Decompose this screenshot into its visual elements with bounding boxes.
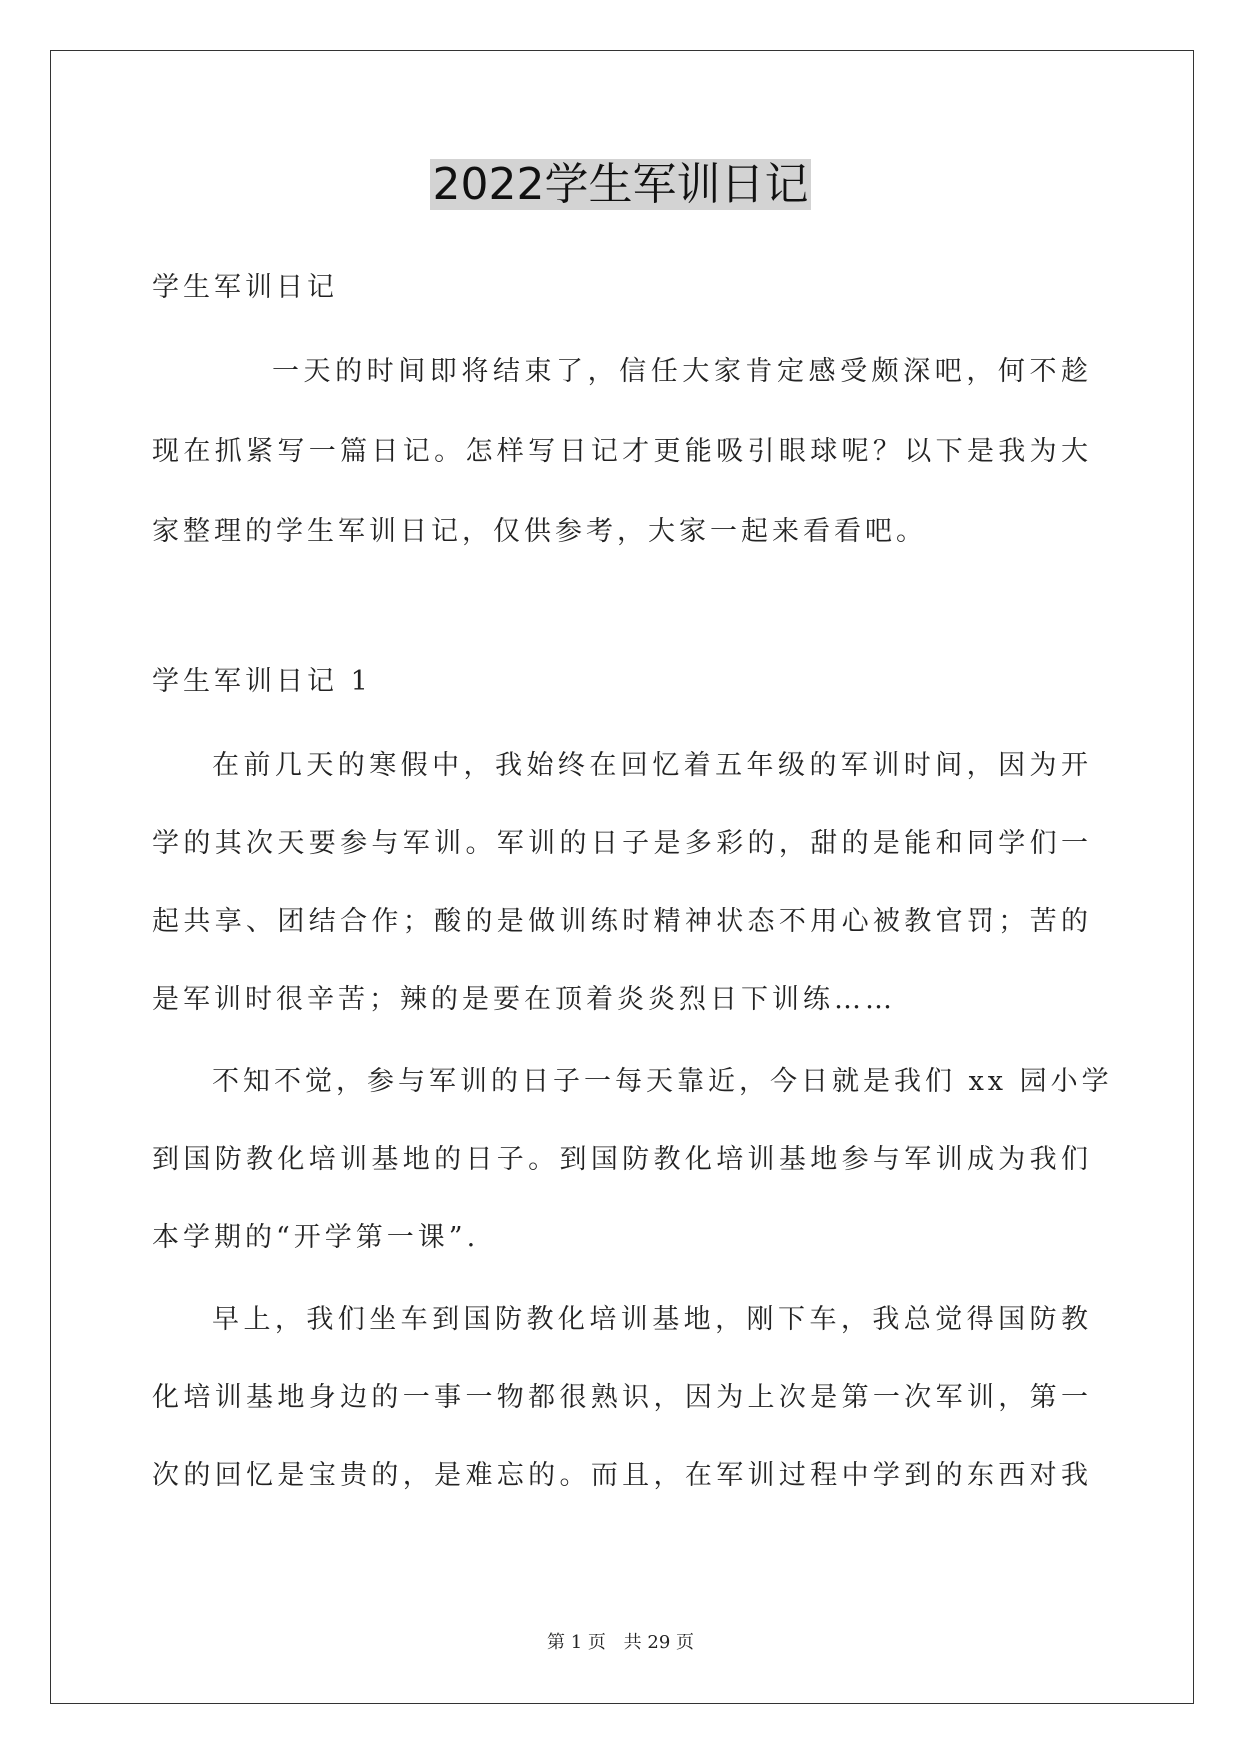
paragraph-line: 早上，我们坐车到国防教化培训基地，刚下车，我总觉得国防教 [212, 1304, 1092, 1335]
intro-line-1: 一天的时间即将结束了，信任大家肯定感受颇深吧，何不趁 [272, 356, 1092, 387]
paragraph-line: 起共享、团结合作；酸的是做训练时精神状态不用心被教官罚；苦的 [152, 906, 1092, 937]
document-title-text: 2022学生军训日记 [430, 159, 812, 210]
paragraph-line: 化培训基地身边的一事一物都很熟识，因为上次是第一次军训，第一 [152, 1382, 1092, 1413]
intro-line-2: 现在抓紧写一篇日记。怎样写日记才更能吸引眼球呢？以下是我为大 [152, 436, 1092, 467]
paragraph-line: 在前几天的寒假中，我始终在回忆着五年级的军训时间，因为开 [212, 750, 1092, 781]
subheading-diary-1: 学生军训日记 1 [152, 666, 372, 697]
paragraph-line: 到国防教化培训基地的日子。到国防教化培训基地参与军训成为我们 [152, 1144, 1092, 1175]
paragraph-line: 是军训时很辛苦；辣的是要在顶着炎炎烈日下训练…… [152, 984, 896, 1015]
section-heading: 学生军训日记 [152, 272, 338, 303]
paragraph-line: 不知不觉，参与军训的日子一每天靠近，今日就是我们 xx 园小学 [212, 1066, 1113, 1097]
paragraph-line: 学的其次天要参与军训。军训的日子是多彩的，甜的是能和同学们一 [152, 828, 1092, 859]
page-total: 共 29 页 [623, 1632, 694, 1653]
document-title [0, 155, 1241, 215]
paragraph-line: 本学期的“开学第一课”. [152, 1222, 480, 1253]
intro-line-3: 家整理的学生军训日记，仅供参考，大家一起来看看吧。 [152, 516, 927, 547]
paragraph-line: 次的回忆是宝贵的，是难忘的。而且，在军训过程中学到的东西对我 [152, 1460, 1092, 1491]
page-footer [0, 1628, 1241, 1654]
page-number: 第 1 页 [547, 1632, 606, 1653]
